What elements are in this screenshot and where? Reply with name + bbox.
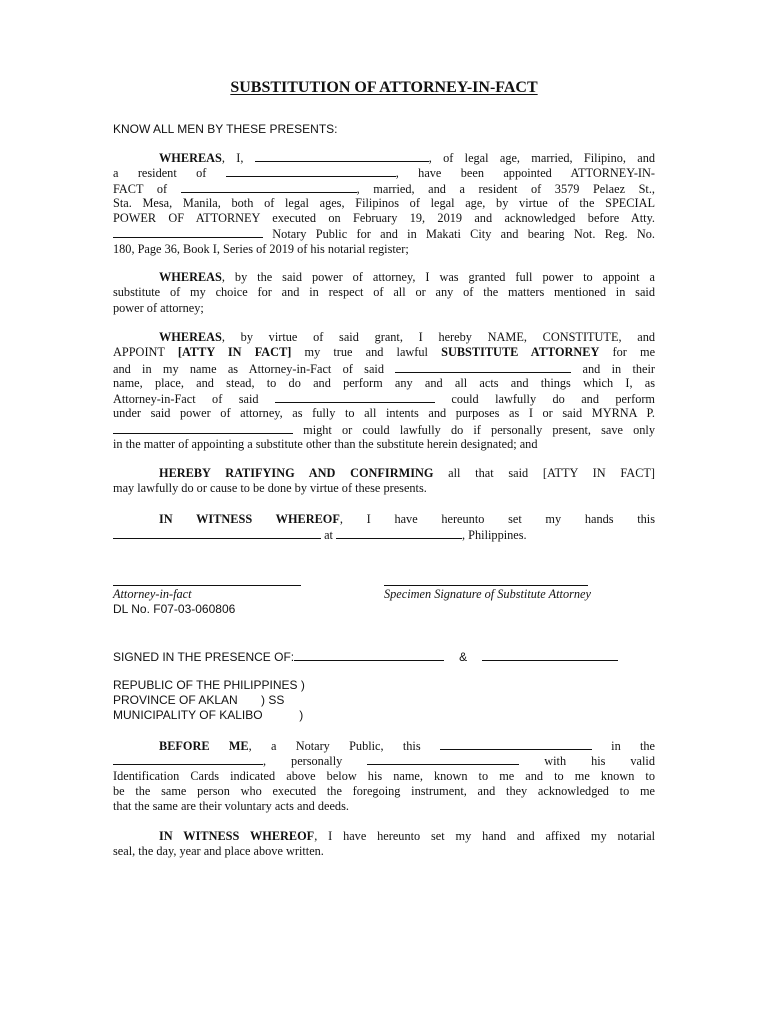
substitute-attorney-label: SUBSTITUTE ATTORNEY [441,345,600,360]
dl-number: DL No. F07-03-060806 [113,602,236,616]
whereas-label: WHEREAS [159,270,222,284]
text-span: for me [599,345,656,360]
text-line: under said power of attorney, as fully to all intents and purposes as I or said MYRNA P. [113,406,655,421]
text-line: 180, Page 36, Book I, Series of 2019 of his notarial register; [113,241,409,256]
blank-field[interactable] [113,226,263,238]
blank-field-month[interactable] [113,753,263,765]
venue-municipality: MUNICIPALITY OF KALIBO ) [113,708,304,722]
text-span: , married, and a resident of 3579 Pelaez St., [356,181,655,196]
text-span: , by the said power of attorney, I was granted full power to appoint a [221,270,655,284]
text-span: , a Notary Public, this [248,739,440,753]
text-span: and in their [571,361,655,376]
paragraph-whereas-2 [113,270,655,316]
text-line: power of attorney; [113,300,204,315]
blank-field[interactable] [395,361,571,373]
attorney-in-fact-label: Attorney-in-fact [113,587,192,601]
text-span: , have been appointed ATTORNEY-IN- [395,166,655,181]
text-span: , of legal age, married, Filipino, and [428,151,655,165]
text-span: , by virtue of said grant, I hereby NAME, CONSTITUTE, and [221,330,655,344]
text-span: all that said [ATTY IN FACT] [433,466,655,480]
blank-field[interactable] [113,422,293,434]
paragraph-notary-witness [113,829,655,860]
specimen-signature-label: Specimen Signature of Substitute Attorney [384,587,591,601]
text-line: Identification Cards indicated above below his name, known to me and to me known to [113,768,655,783]
text-span: could lawfully do and perform [434,392,655,407]
whereas-label: WHEREAS [159,330,222,344]
text-span: might or could lawfully do if personally present, save only [293,422,655,437]
text-span: with his valid [519,754,655,769]
paragraph-whereas-1 [113,150,655,257]
blank-field-appeared[interactable] [367,753,519,765]
ratifying-label: HEREBY RATIFYING AND CONFIRMING [159,466,434,480]
paragraph-whereas-3 [113,330,655,452]
text-line: seal, the day, year and place above written. [113,844,324,859]
text-span: in the [591,739,655,753]
text-line: may lawfully do or cause to be done by virtue of these presents. [113,481,427,496]
venue-province: PROVINCE OF AKLAN ) SS [113,693,285,707]
paragraph-witness [113,512,655,543]
text-span: , Philippines. [462,528,527,543]
presence-label: SIGNED IN THE PRESENCE OF: [113,650,295,664]
text-span: , personally [263,754,368,769]
text-span: , I have hereunto set my hand and affixed my notarial [314,829,656,843]
specimen-signature-line[interactable] [384,585,588,586]
text-line: name, place, and stead, to do and perform any and all acts and things which I, as [113,375,655,390]
text-span: a resident of [113,166,226,181]
blank-field[interactable] [275,391,435,403]
whereas-label: WHEREAS [159,151,222,165]
text-line: be the same person who executed the foregoing instrument, and they acknowledged to me [113,783,655,798]
text-line: POWER OF ATTORNEY executed on February 19, 2019 and acknowledged before Atty. [113,211,655,226]
presence-line [113,649,618,665]
witness-1-line[interactable] [294,649,444,661]
text-span: at [321,528,337,543]
venue-country: REPUBLIC OF THE PHILIPPINES ) [113,678,305,692]
intro-line: KNOW ALL MEN BY THESE PRESENTS: [113,122,338,136]
paragraph-before-me [113,738,655,814]
text-span: Notary Public for and in Makati City and bearing Not. Reg. No. [263,227,655,242]
blank-field[interactable] [226,165,396,177]
blank-field-day[interactable] [440,738,592,750]
blank-field-place[interactable] [336,527,462,539]
witness-label: IN WITNESS WHEREOF [159,512,340,526]
text-span: APPOINT [113,345,178,360]
attorney-in-fact-signature-line[interactable] [113,585,301,586]
ampersand: & [459,650,468,664]
blank-field-date[interactable] [113,527,321,539]
witness-2-line[interactable] [482,649,618,661]
text-span: , I, [221,151,255,165]
text-span: and in my name as Attorney-in-Fact of said [113,361,396,376]
text-line: substitute of my choice for and in respect of all or any of the matters mentioned in said [113,285,655,300]
atty-in-fact-label: [ATTY IN FACT] [177,345,292,360]
document-title: SUBSTITUTION OF ATTORNEY-IN-FACT [230,79,538,96]
text-span: , I have hereunto set my hands this [339,512,655,526]
blank-field[interactable] [255,150,429,162]
text-span: Attorney-in-Fact of said [113,392,275,407]
text-line: Sta. Mesa, Manila, both of legal ages, Filipinos of legal age, by virtue of the SPECIAL [113,195,655,210]
paragraph-ratifying [113,466,655,497]
text-span: FACT of [113,181,181,196]
text-line: that the same are their voluntary acts and deeds. [113,799,349,814]
witness-label: IN WITNESS WHEREOF [159,829,315,843]
text-line: in the matter of appointing a substitute other than the substitute herein designated; and [113,437,538,452]
blank-field[interactable] [181,181,357,193]
text-span: my true and lawful [291,345,442,360]
before-me-label: BEFORE ME [159,739,249,753]
